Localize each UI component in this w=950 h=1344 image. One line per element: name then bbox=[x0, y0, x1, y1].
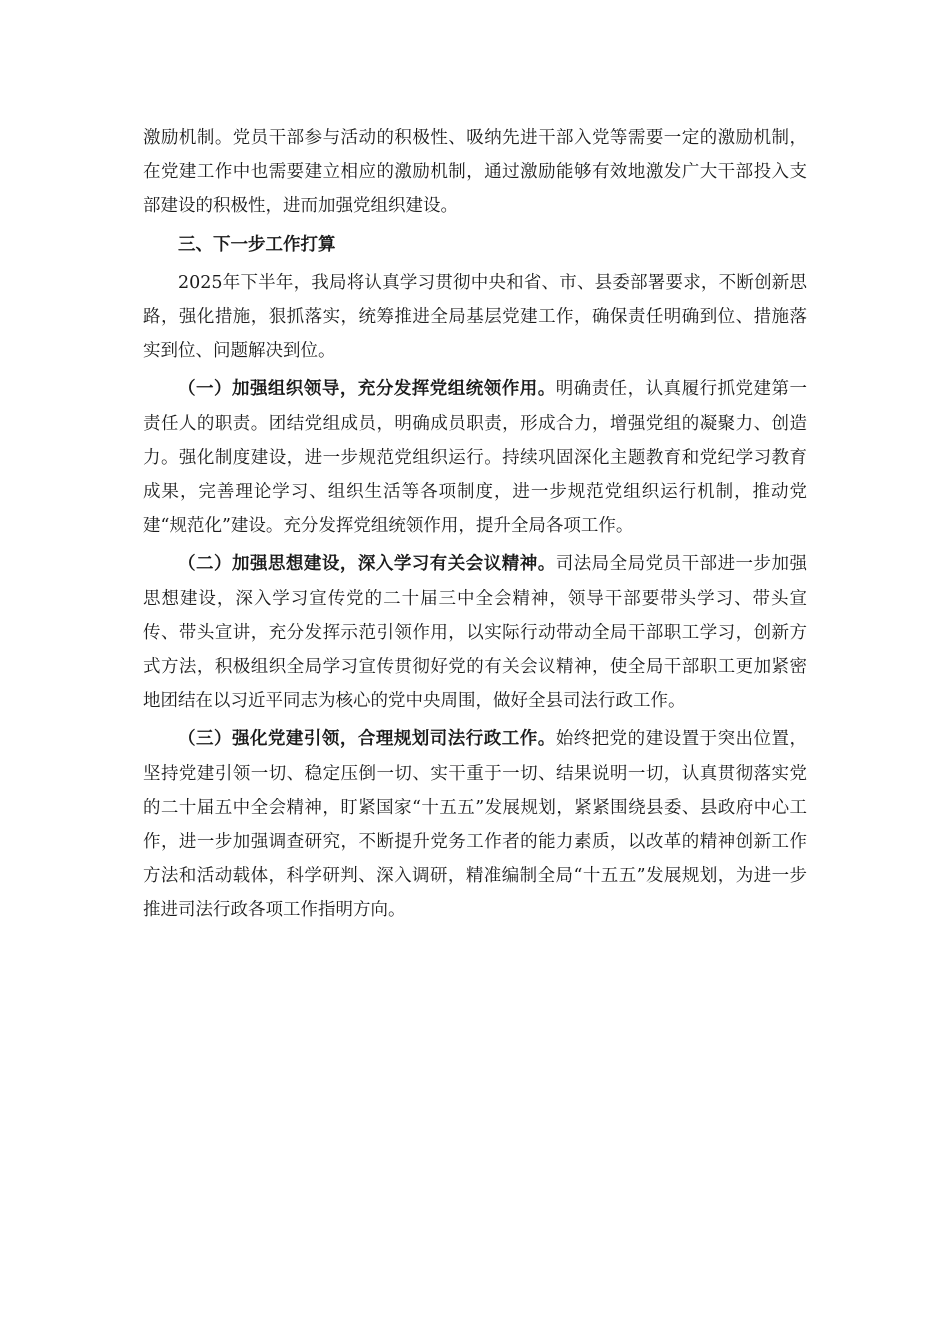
item-paragraph-3 bbox=[143, 722, 807, 927]
item-lead-3: （三）强化党建引领，合理规划司法行政工作。 bbox=[178, 729, 556, 750]
section-heading: 三、下一步工作打算 bbox=[178, 234, 336, 255]
item-paragraph-1 bbox=[143, 372, 807, 543]
item-body-1: 明确责任，认真履行抓党建第一责任人的职责。团结党组成员，明确成员职责，形成合力，增强党组的凝聚力、创造力。强化制度建设，进一步规范党组织运行。持续巩固深化主题教育和党纪学习教育成果，完善理论学习、组织生活等各项制度，进一步规范党组织运行机制，推动党建“规范化”建设。充分发挥党组统领作用，提升全局各项工作。 bbox=[143, 379, 808, 537]
item-body-2: 司法局全局党员干部进一步加强思想建设，深入学习宣传党的二十届三中全会精神，领导干部要带头学习、带头宣传、带头宣讲，充分发挥示范引领作用，以实际行动带动全局干部职工学习，创新方式方法，积极组织全局学习宣传贯彻好党的有关会议精神，使全局干部职工更加紧密地团结在以习近平同志为核心的党中央周围，做好全县司法行政工作。 bbox=[143, 554, 808, 712]
intro-paragraph: 2025年下半年，我局将认真学习贯彻中央和省、市、县委部署要求，不断创新思路，强化措施，狠抓落实，统筹推进全局基层党建工作，确保责任明确到位、措施落实到位、问题解决到位。 bbox=[143, 272, 807, 362]
document-page bbox=[143, 121, 807, 932]
item-lead-2: （二）加强思想建设，深入学习有关会议精神。 bbox=[178, 554, 556, 575]
item-body-3: 始终把党的建设置于突出位置，坚持党建引领一切、稳定压倒一切、实干重于一切、结果说明一切，认真贯彻落实党的二十届五中全会精神，盯紧国家“十五五”发展规划，紧紧围绕县委、县政府中心工作，进一步加强调查研究，不断提升党务工作者的能力素质，以改革的精神创新工作方法和活动载体，科学研判、深入调研，精准编制全局“十五五”发展规划，为进一步推进司法行政各项工作指明方向。 bbox=[143, 729, 808, 921]
item-paragraph-2 bbox=[143, 547, 807, 718]
continuation-paragraph: 激励机制。党员干部参与活动的积极性、吸纳先进干部入党等需要一定的激励机制，在党建工作中也需要建立相应的激励机制，通过激励能够有效地激发广大干部投入支部建设的积极性，进而加强党组织建设。 bbox=[143, 128, 807, 217]
item-lead-1: （一）加强组织领导，充分发挥党组统领作用。 bbox=[178, 379, 556, 400]
